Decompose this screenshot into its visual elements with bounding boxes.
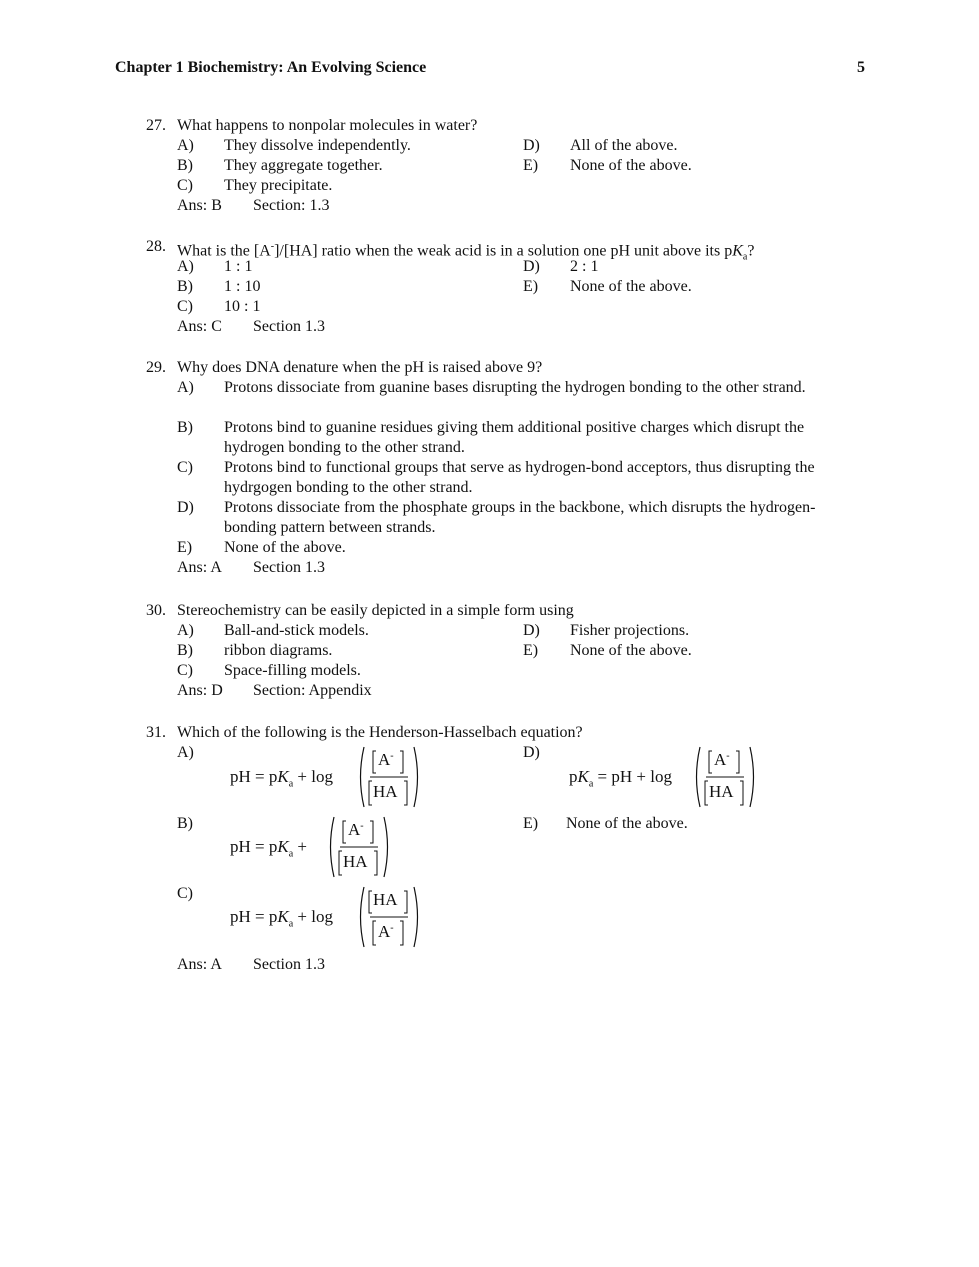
equation-a: pH = $pK_a + \log$ A- HA [230,743,430,809]
option-b-label: B) [177,815,193,832]
question-31 [146,723,866,983]
option-b-text: Protons bind to guanine residues giving them additional positive charges which disrupt the hydrogen bonding to the other strand. [224,419,805,456]
option-a-label: A) [177,258,194,275]
option-a-label: A) [177,137,194,154]
equation-c: pH = $pK_a + \log$ HA A- [230,883,430,949]
option-d-text: Fisher projections. [570,622,690,639]
option-e-label: E) [523,278,539,295]
question-number: 28. [146,238,166,255]
chapter-title: Chapter 1 Biochemistry: An Evolving Science [115,59,427,76]
question-27 [146,116,866,216]
question-text: Why does DNA denature when the pH is raised above 9? [177,359,543,376]
section-ref: Section 1.3 [253,318,325,335]
option-c-label: C) [177,177,193,194]
option-c-text: Protons bind to functional groups that serve as hydrogen-bond acceptors, thus disrupting the hydrgogen bonding to the other strand. [224,459,815,496]
section-ref: Section 1.3 [253,559,325,576]
page-number: 5 [857,59,865,76]
question-number: 31. [146,724,166,741]
question-number: 29. [146,359,166,376]
page-header [115,59,865,79]
option-b-label: B) [177,278,193,295]
option-c-text: Space-filling models. [224,662,361,679]
option-e-label: E) [177,539,193,556]
question-text: What is the [A-]/[HA] ratio when the weak acid is in a solution one pH unit above its $pK_a$? [177,241,755,263]
option-a-text: They dissolve independently. [224,137,411,154]
option-d-label: D) [523,744,540,761]
option-e-label: E) [523,815,539,832]
option-e-text: None of the above. [224,539,346,556]
option-b-text: 1 : 10 [224,278,261,295]
section-ref: Section: 1.3 [253,197,330,214]
option-d-label: D) [523,622,540,639]
option-e-text: None of the above. [570,278,692,295]
question-text: What happens to nonpolar molecules in water? [177,117,478,134]
section-ref: Section 1.3 [253,956,325,973]
section-ref: Section: Appendix [253,682,372,699]
question-28 [146,237,866,337]
option-d-label: D) [523,258,540,275]
option-b-label: B) [177,157,193,174]
option-c-text: They precipitate. [224,177,333,194]
option-e-label: E) [523,642,539,659]
answer: Ans: D [177,682,223,699]
option-a-label: A) [177,379,194,396]
option-a-text: 1 : 1 [224,258,253,275]
option-c-label: C) [177,459,193,476]
option-d-label: D) [177,499,194,516]
option-e-text: None of the above. [570,642,692,659]
answer: Ans: C [177,318,222,335]
option-e-text: None of the above. [570,157,692,174]
answer: Ans: A [177,559,222,576]
option-b-label: B) [177,642,193,659]
option-b-text: ribbon diagrams. [224,642,333,659]
option-e-text: None of the above. [566,815,688,832]
answer: Ans: A [177,956,222,973]
equation-b: pH = $pK_a$ + A- HA [230,813,430,879]
option-b-text: They aggregate together. [224,157,383,174]
question-text: Which of the following is the Henderson-Hasselbach equation? [177,724,583,741]
question-29 [146,358,866,578]
question-text: Stereochemistry can be easily depicted in a simple form using [177,602,574,619]
equation-d: $pK_a$ = pH + log A- HA [569,743,769,809]
question-number: 27. [146,117,166,134]
option-c-label: C) [177,298,193,315]
option-a-text: Ball-and-stick models. [224,622,369,639]
option-e-label: E) [523,157,539,174]
option-b-label: B) [177,419,193,436]
option-d-text: Protons dissociate from the phosphate groups in the backbone, which disrupts the hydrogen-bonding pattern between strands. [224,499,816,536]
option-c-text: 10 : 1 [224,298,261,315]
question-30 [146,601,866,701]
option-a-label: A) [177,622,194,639]
option-a-text: Protons dissociate from guanine bases disrupting the hydrogen bonding to the other strand. [224,379,806,396]
option-d-text: 2 : 1 [570,258,599,275]
option-d-label: D) [523,137,540,154]
option-c-label: C) [177,885,193,902]
option-d-text: All of the above. [570,137,678,154]
option-a-label: A) [177,744,194,761]
answer: Ans: B [177,197,222,214]
question-number: 30. [146,602,166,619]
option-c-label: C) [177,662,193,679]
